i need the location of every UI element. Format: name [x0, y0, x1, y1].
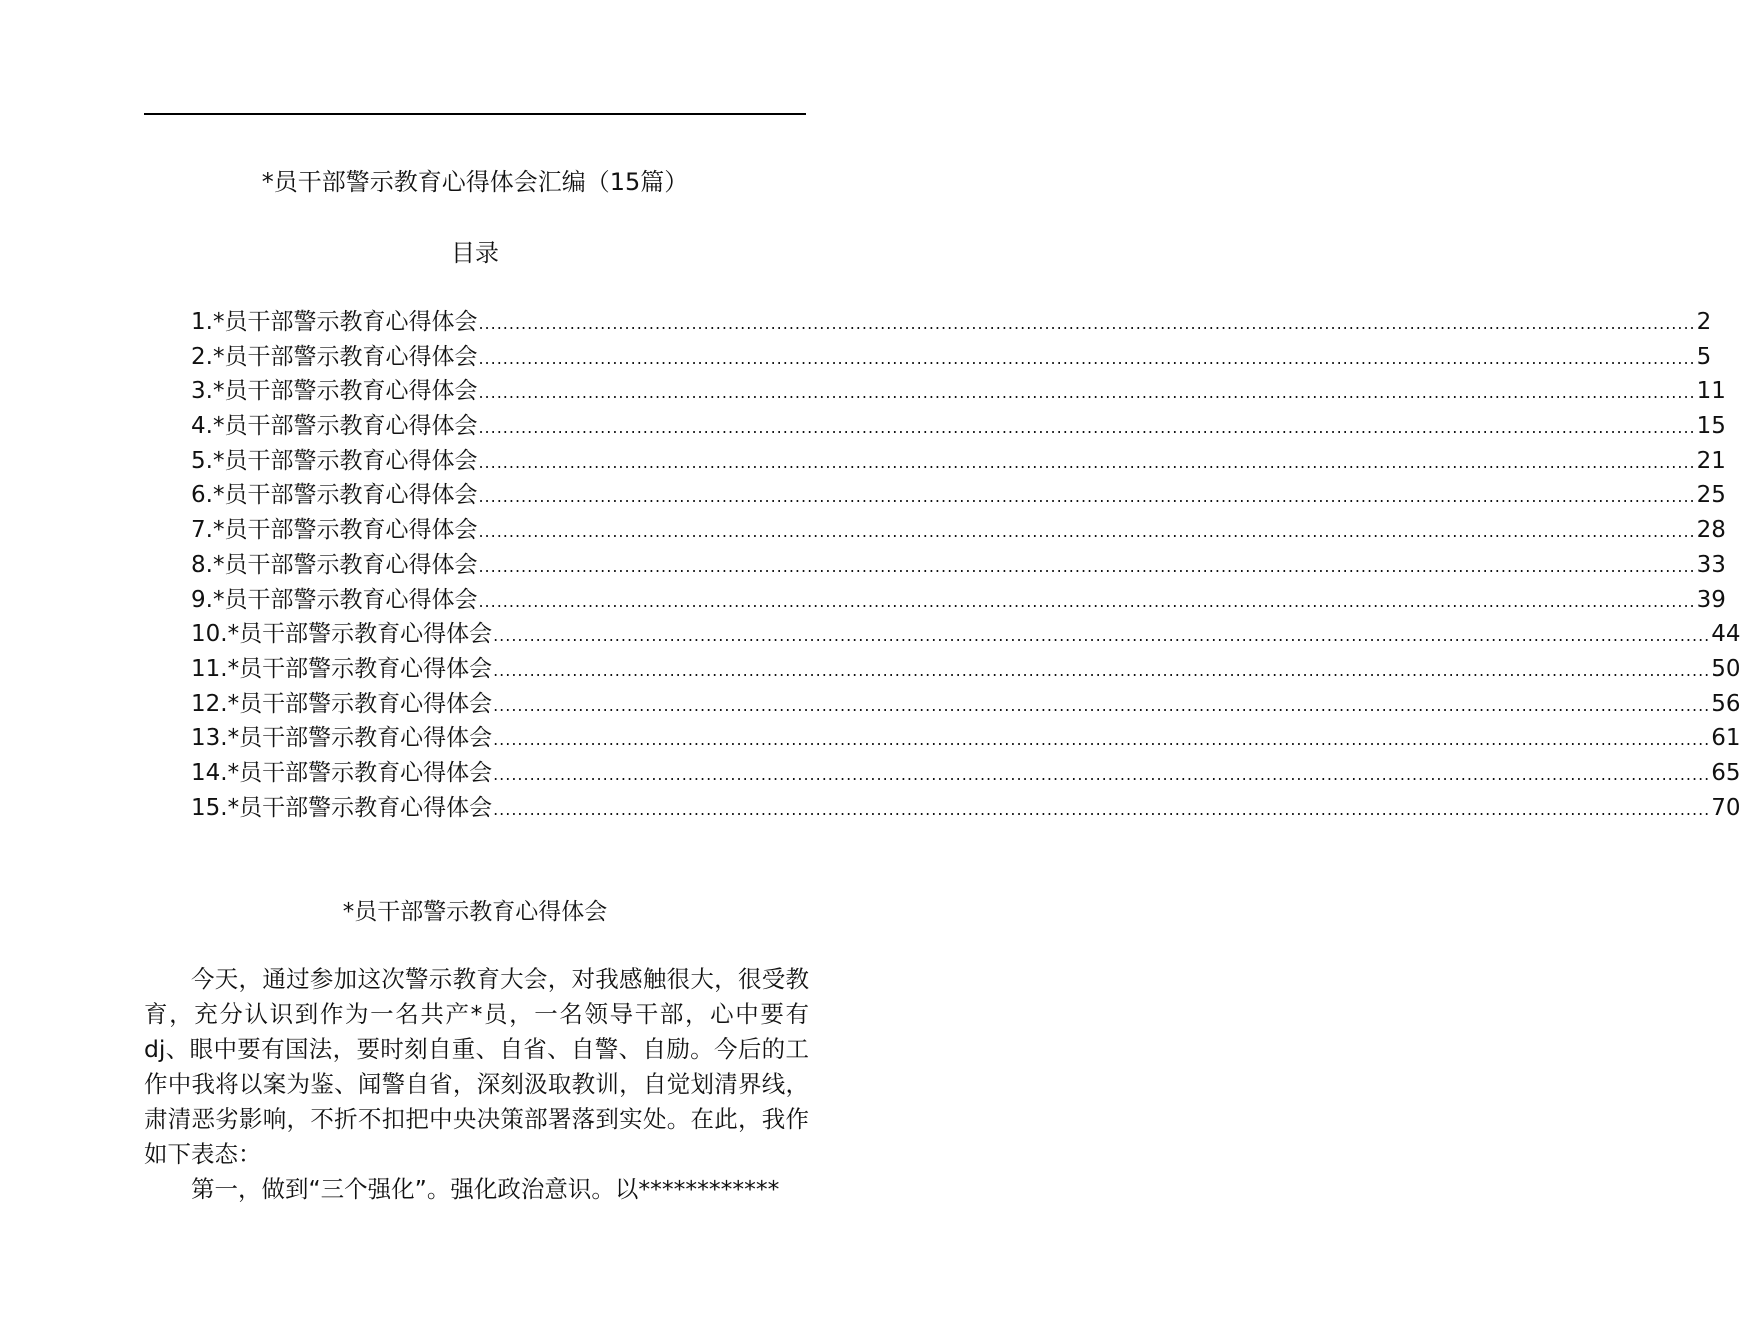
toc-entry-number: 6.	[191, 482, 213, 509]
toc-entry[interactable]	[191, 791, 1741, 826]
toc-entry-label: *员干部警示教育心得体会	[212, 517, 478, 544]
toc-dot-leader: ........................................................................................................................................................................................................	[493, 626, 1711, 646]
toc-entry[interactable]	[191, 374, 1726, 409]
paragraph: 今天，通过参加这次警示教育大会，对我感触很大，很受教育，充分认识到作为一名共产*员，一名领导干部，心中要有dj、眼中要有国法，要时刻自重、自省、自警、自励。今后的工作中我将以案为鉴、闻警自省，深刻汲取教训，自觉划清界线，肃清恶劣影响，不折不扣把中央决策部署落到实处。在此，我作如下表态：	[144, 965, 809, 1168]
table-of-contents	[191, 305, 1741, 825]
body-text	[144, 962, 809, 1207]
toc-dot-leader: ........................................................................................................................................................................................................	[493, 660, 1711, 680]
toc-entry[interactable]	[191, 444, 1726, 479]
toc-dot-leader: ........................................................................................................................................................................................................	[493, 695, 1711, 715]
toc-entry-label: *员干部警示教育心得体会	[212, 447, 478, 474]
toc-entry-number: 7.	[191, 517, 213, 544]
toc-entry[interactable]	[191, 548, 1726, 583]
paragraph: 第一，做到“三个强化”。强化政治意识。以************	[191, 1175, 780, 1203]
toc-entry[interactable]	[191, 409, 1726, 444]
toc-entry-label: *员干部警示教育心得体会	[212, 482, 478, 509]
toc-entry-label: *员干部警示教育心得体会	[212, 586, 478, 613]
toc-dot-leader: ........................................................................................................................................................................................................	[478, 487, 1696, 507]
toc-dot-leader: ........................................................................................................................................................................................................	[478, 556, 1696, 576]
toc-entry-number: 15.	[191, 794, 228, 821]
toc-entry-number: 10.	[191, 621, 228, 648]
section-title: *员干部警示教育心得体会	[342, 899, 608, 925]
toc-dot-leader: ........................................................................................................................................................................................................	[478, 383, 1696, 403]
toc-entry-page: 15	[1696, 413, 1726, 440]
toc-dot-leader: ........................................................................................................................................................................................................	[493, 730, 1711, 750]
toc-entry-label: *员干部警示教育心得体会	[212, 378, 478, 405]
toc-entry-page: 21	[1696, 447, 1726, 474]
toc-entry-page: 56	[1711, 690, 1741, 717]
toc-entry[interactable]	[191, 756, 1741, 791]
toc-entry-label: *员干部警示教育心得体会	[227, 759, 493, 786]
toc-entry-number: 1.	[191, 309, 213, 335]
header-rule	[144, 113, 806, 115]
toc-entry-page: 61	[1711, 725, 1741, 752]
toc-dot-leader: ........................................................................................................................................................................................................	[478, 314, 1696, 333]
toc-entry-page: 28	[1696, 517, 1726, 544]
toc-entry-label: *员干部警示教育心得体会	[212, 343, 478, 370]
toc-entry-page: 5	[1696, 343, 1712, 370]
toc-entry-page: 44	[1711, 621, 1741, 648]
toc-entry-label: *员干部警示教育心得体会	[227, 621, 493, 648]
toc-entry[interactable]	[191, 340, 1712, 375]
toc-entry-number: 8.	[191, 551, 213, 578]
toc-entry-number: 13.	[191, 725, 228, 752]
toc-entry-label: *员干部警示教育心得体会	[212, 309, 478, 335]
toc-dot-leader: ........................................................................................................................................................................................................	[478, 591, 1696, 611]
toc-dot-leader: ........................................................................................................................................................................................................	[478, 452, 1696, 472]
toc-entry-number: 14.	[191, 759, 228, 786]
toc-dot-leader: ........................................................................................................................................................................................................	[493, 799, 1711, 819]
toc-entry[interactable]	[191, 652, 1741, 687]
toc-entry-page: 65	[1711, 759, 1741, 786]
document-title: *员干部警示教育心得体会汇编（15篇）	[261, 168, 689, 196]
toc-dot-leader: ........................................................................................................................................................................................................	[478, 522, 1696, 542]
toc-dot-leader: ........................................................................................................................................................................................................	[478, 348, 1696, 368]
toc-entry-label: *员干部警示教育心得体会	[227, 794, 493, 821]
toc-entry-label: *员干部警示教育心得体会	[227, 655, 493, 682]
toc-entry-number: 12.	[191, 690, 228, 717]
toc-entry[interactable]	[191, 513, 1726, 548]
toc-entry[interactable]	[191, 617, 1741, 652]
toc-entry-number: 11.	[191, 655, 228, 682]
toc-entry-page: 39	[1696, 586, 1726, 613]
toc-entry-number: 5.	[191, 447, 213, 474]
toc-entry-label: *员干部警示教育心得体会	[212, 413, 478, 440]
toc-entry[interactable]	[191, 478, 1726, 513]
toc-entry-number: 3.	[191, 378, 213, 405]
toc-entry[interactable]	[191, 721, 1741, 756]
toc-entry[interactable]	[191, 305, 1712, 340]
toc-entry[interactable]	[191, 687, 1741, 722]
toc-entry[interactable]	[191, 583, 1726, 618]
toc-heading: 目录	[451, 239, 499, 267]
toc-entry-label: *员干部警示教育心得体会	[227, 725, 493, 752]
toc-entry-page: 50	[1711, 655, 1741, 682]
toc-entry-number: 9.	[191, 586, 213, 613]
toc-entry-page: 25	[1696, 482, 1726, 509]
toc-entry-label: *员干部警示教育心得体会	[227, 690, 493, 717]
toc-entry-page: 33	[1696, 551, 1726, 578]
toc-entry-page: 11	[1696, 378, 1726, 405]
toc-entry-page: 70	[1711, 794, 1741, 821]
toc-entry-number: 4.	[191, 413, 213, 440]
toc-entry-label: *员干部警示教育心得体会	[212, 551, 478, 578]
toc-entry-page: 2	[1696, 309, 1712, 335]
toc-entry-number: 2.	[191, 343, 213, 370]
toc-dot-leader: ........................................................................................................................................................................................................	[493, 764, 1711, 784]
toc-dot-leader: ........................................................................................................................................................................................................	[478, 418, 1696, 438]
